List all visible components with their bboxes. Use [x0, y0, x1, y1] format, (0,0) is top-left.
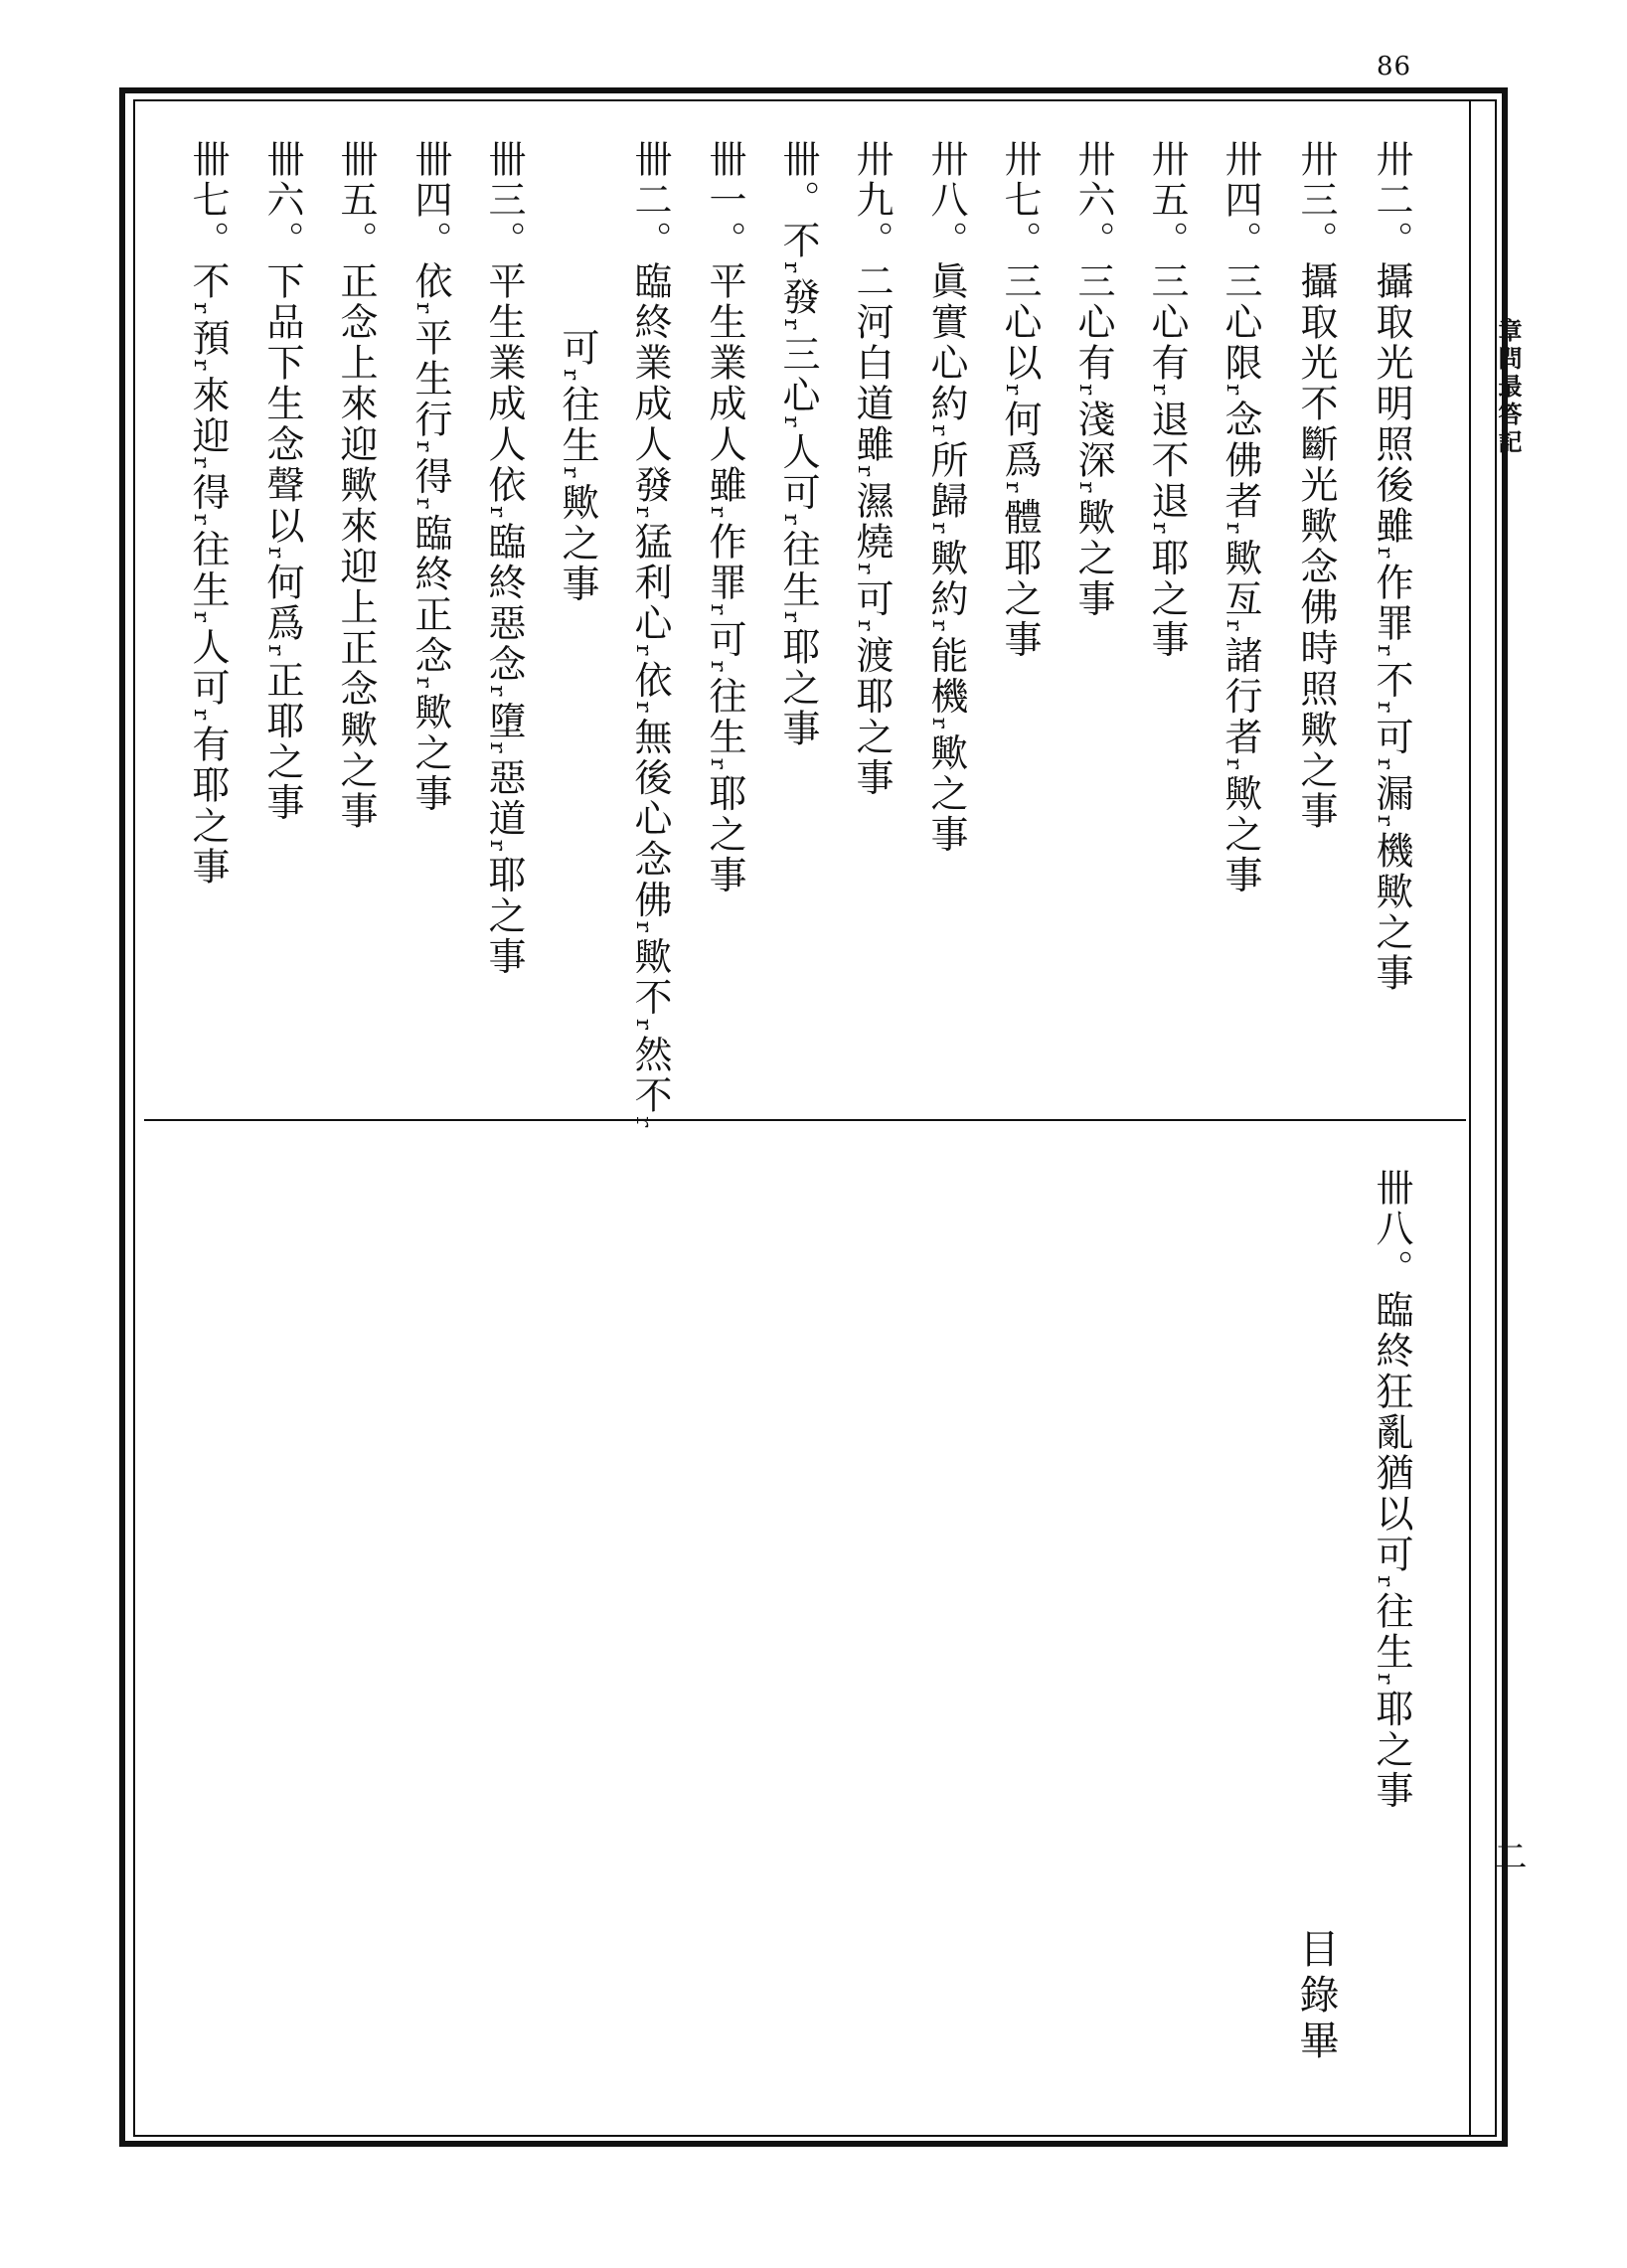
toc-entry: 卌六。下品下生念聲以ᵣ何爲ᵣ正耶之事: [260, 139, 304, 824]
toc-entry: 卌三。平生業成人依ᵣ臨終惡念ᵣ墮ᵣ惡道ᵣ耶之事: [482, 139, 526, 978]
page-number: 86: [1377, 52, 1412, 81]
toc-entry: 卅九。二河白道雖ᵣ濕燒ᵣ可ᵣ渡耶之事: [850, 139, 894, 799]
toc-entry: 卌八。臨終狂亂猶以可ᵣ往生ᵣ耶之事: [1370, 1168, 1413, 1812]
toc-entry: 卌。不ᵣ發ᵣ三心ᵣ人可ᵣ往生ᵣ耶之事: [776, 139, 820, 749]
toc-entry: 卅四。三心限ᵣ念佛者ᵣ歟亙ᵣ諸行者ᵣ歟之事: [1219, 139, 1262, 896]
toc-entry: 卌一。平生業成人雖ᵣ作罪ᵣ可ᵣ往生ᵣ耶之事: [703, 139, 746, 896]
toc-entry: 卅八。眞實心約ᵣ所歸ᵣ歟約ᵣ能機ᵣ歟之事: [924, 139, 968, 856]
toc-entry: 卌七。不ᵣ預ᵣ來迎ᵣ得ᵣ往生ᵣ人可ᵣ有耶之事: [186, 139, 230, 889]
gutter-line: [1469, 99, 1471, 2137]
toc-entry: 卅二。攝取光明照後雖ᵣ作罪ᵣ不ᵣ可ᵣ漏ᵣ機歟之事: [1370, 139, 1413, 994]
toc-entry: 卅三。攝取光不斷光歟念佛時照歟之事: [1294, 139, 1338, 832]
section-divider: [144, 1119, 1466, 1121]
book-title: 章問最答記: [1494, 318, 1523, 457]
toc-entry: 卅六。三心有ᵣ淺深ᵣ歟之事: [1071, 139, 1115, 620]
toc-entry: 卌五。正念上來迎歟來迎上正念歟之事: [334, 139, 378, 832]
sheet-marker: 二: [1487, 1839, 1527, 1872]
toc-entry: 卅五。三心有ᵣ退不退ᵣ耶之事: [1145, 139, 1189, 661]
toc-entry-continuation: 可ᵣ往生ᵣ歟之事: [556, 328, 599, 605]
toc-entry: 卌二。臨終業成人發ᵣ猛利心ᵣ依ᵣ無後心念佛ᵣ歟不ᵣ然不ᵣ: [628, 139, 672, 1133]
toc-entry: 卌四。依ᵣ平生行ᵣ得ᵣ臨終正念ᵣ歟之事: [408, 139, 452, 815]
toc-entry: 卅七。三心以ᵣ何爲ᵣ體耶之事: [998, 139, 1042, 661]
end-note: 目錄畢: [1293, 1928, 1339, 2065]
